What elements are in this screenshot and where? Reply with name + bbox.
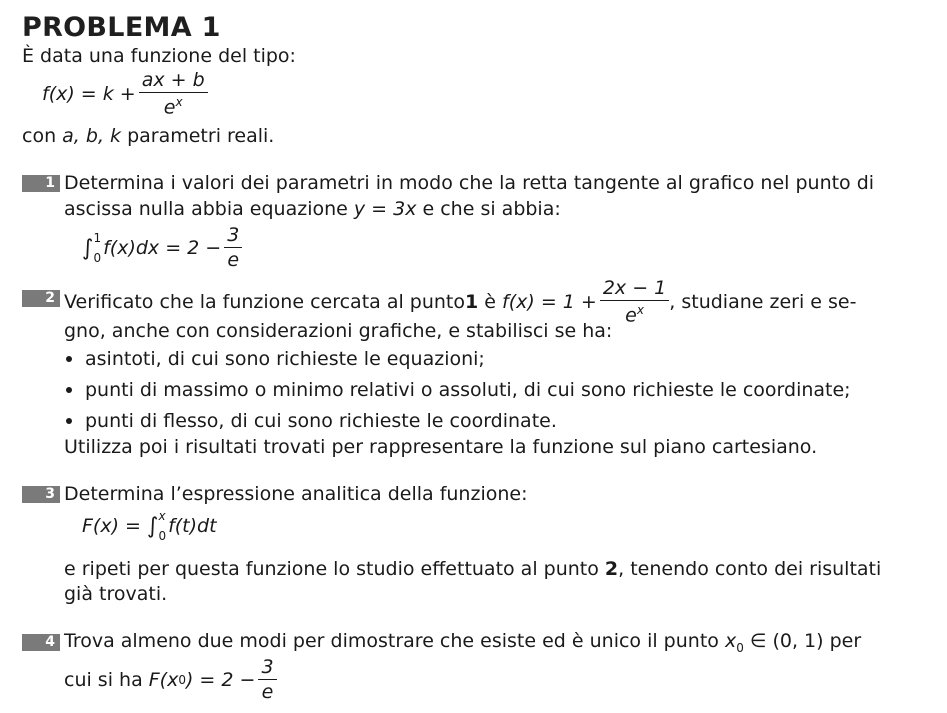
bullet-dot	[66, 387, 72, 393]
item-4-fx: F(x	[148, 669, 179, 691]
item-1-line1: Determina i valori dei parametri in modo che la retta tangente al grafico nel punto di	[64, 172, 875, 194]
item-4-badge: 4	[22, 634, 60, 651]
item-2-badge: 2	[22, 290, 60, 307]
item-2-line1-b: è	[478, 291, 503, 314]
item-1-line2-b: e che si abbia:	[416, 198, 561, 220]
function-lhs: f(x) = k +	[42, 83, 136, 106]
function-definition	[42, 71, 211, 117]
item-1-badge: 1	[22, 175, 60, 192]
integral-sign: ∫	[146, 513, 159, 539]
item-3-ref: 2	[604, 558, 619, 580]
item-1-frac-den: e	[227, 249, 240, 271]
function-fraction	[139, 71, 208, 117]
item-2-closing: Utilizza poi i risultati trovati per rappresentare la funzione sul piano cartesiano.	[64, 436, 818, 458]
item-1-tangent-eq: y = 3x	[353, 198, 417, 220]
function-numerator: ax + b	[139, 71, 208, 93]
item-4-fx-sub: 0	[178, 673, 186, 687]
params-suffix: parametri reali.	[121, 125, 275, 147]
item-1-upper-limit: 1	[93, 231, 102, 245]
item-2-frac-den: e	[625, 304, 637, 327]
item-4-rest: ) = 2 −	[185, 669, 256, 691]
item-3-formula	[82, 510, 217, 542]
item-4-fraction	[258, 658, 276, 702]
function-den-exp: x	[175, 95, 183, 109]
item-4-line2	[64, 658, 280, 702]
item-3-line1: Determina l’espressione analitica della funzione:	[64, 483, 528, 505]
item-3-line3: già trovati.	[64, 583, 168, 605]
item-4-frac-den: e	[261, 681, 274, 703]
bullet-dot	[66, 418, 72, 424]
function-denominator: e	[163, 96, 176, 119]
bullet-dot	[66, 356, 72, 362]
item-1-frac-num: 3	[224, 226, 242, 248]
item-3-line2	[64, 557, 881, 581]
item-2-frac-den-exp: x	[636, 303, 644, 317]
item-3-body: f(t)dt	[168, 515, 217, 537]
item-4-var-sub: 0	[736, 640, 744, 655]
item-1-fraction	[224, 226, 242, 270]
item-3-badge: 3	[22, 486, 60, 503]
item-2-line2: gno, anche con considerazioni grafiche, e stabilisci se ha:	[64, 320, 613, 342]
item-1-line2-a: ascissa nulla abbia equazione	[64, 198, 354, 220]
item-3-lower-limit: 0	[158, 529, 167, 543]
item-1-integral	[82, 226, 245, 270]
item-4-frac-num: 3	[258, 658, 276, 680]
params-list: a, b, k	[62, 125, 122, 147]
item-1-line2	[64, 197, 561, 221]
item-2-bullet-2: punti di massimo o minimo relativi o assoluti, di cui sono richieste le coordinate;	[85, 379, 851, 401]
item-2-line1-c: , studiane zeri e se-	[669, 291, 857, 314]
params-line	[22, 124, 274, 148]
item-2-ref: 1	[465, 291, 479, 314]
item-1-lower-limit: 0	[93, 251, 102, 265]
item-4-line2-a: cui si ha	[64, 669, 149, 691]
item-3-lhs: F(x) =	[82, 515, 141, 537]
integral-sign: ∫	[82, 235, 94, 261]
item-3-line2-b: , tenendo conto dei risultati	[618, 558, 882, 580]
item-4-line1	[64, 629, 861, 660]
item-2-line1-a: Verificato che la funzione cercata al punto	[64, 291, 466, 314]
item-4-line1-b: ∈ (0, 1) per	[743, 630, 862, 652]
item-2-fx: f(x) = 1 +	[502, 291, 597, 314]
item-1-integral-body: f(x)dx = 2 −	[103, 237, 222, 259]
item-2-frac-num: 2x − 1	[600, 279, 669, 301]
item-2-bullet-1: asintoti, di cui sono richieste le equazioni;	[85, 348, 485, 370]
item-3-line2-a: e ripeti per questa funzione lo studio effettuato al punto	[64, 558, 605, 580]
problem-title: PROBLEMA 1	[22, 12, 221, 43]
intro-text: È data una funzione del tipo:	[22, 45, 296, 67]
item-4-line1-a: Trova almeno due modi per dimostrare che esiste ed è unico il punto	[64, 630, 725, 652]
params-prefix: con	[22, 125, 63, 147]
item-4-var: x	[724, 630, 737, 652]
item-2-bullet-3: punti di flesso, di cui sono richieste le coordinate.	[85, 410, 557, 432]
item-3-upper-limit: x	[158, 509, 166, 523]
